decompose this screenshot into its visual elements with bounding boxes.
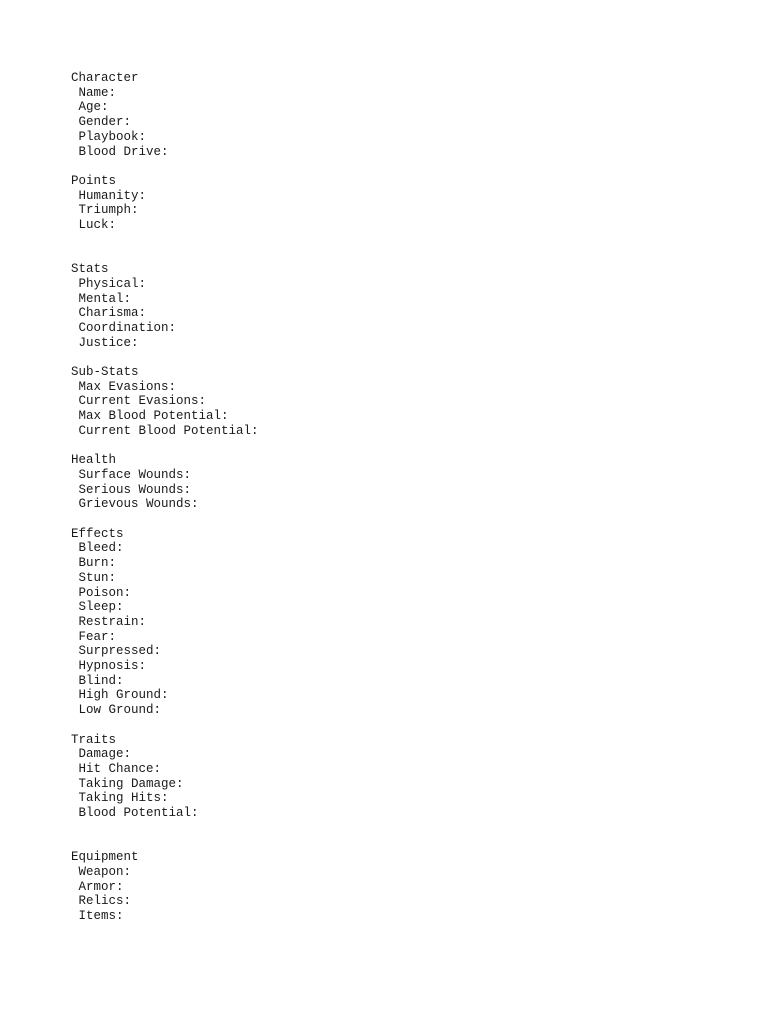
section-traits <box>71 733 711 821</box>
field-hit-chance: Hit Chance: <box>78 761 162 776</box>
section-heading: Health <box>71 453 117 468</box>
section-sub-stats <box>71 365 711 439</box>
field-humanity: Humanity: <box>78 188 147 203</box>
field-surpressed: Surpressed: <box>78 644 162 659</box>
section-heading: Traits <box>71 732 117 747</box>
section-equipment <box>71 850 711 924</box>
field-luck: Luck: <box>78 218 117 233</box>
field-playbook: Playbook: <box>78 129 147 144</box>
field-physical: Physical: <box>78 276 147 291</box>
field-blood-drive: Blood Drive: <box>78 144 169 159</box>
field-grievous-wounds: Grievous Wounds: <box>78 497 199 512</box>
field-max-evasions: Max Evasions: <box>78 379 177 394</box>
field-restrain: Restrain: <box>78 614 147 629</box>
field-sleep: Sleep: <box>78 600 124 615</box>
section-health <box>71 453 711 512</box>
field-items: Items: <box>78 908 124 923</box>
section-heading: Equipment <box>71 850 139 865</box>
field-current-blood-potential: Current Blood Potential: <box>78 423 259 438</box>
spacer <box>71 718 711 733</box>
field-hypnosis: Hypnosis: <box>78 659 147 674</box>
field-taking-damage: Taking Damage: <box>78 776 184 791</box>
field-age: Age: <box>78 100 109 115</box>
section-heading: Character <box>71 71 139 85</box>
section-heading: Effects <box>71 526 124 541</box>
field-mental: Mental: <box>78 291 132 306</box>
field-poison: Poison: <box>78 585 132 600</box>
field-blind: Blind: <box>78 673 124 688</box>
field-bleed: Bleed: <box>78 541 124 556</box>
spacer <box>71 350 711 365</box>
section-character <box>71 71 711 159</box>
field-gender: Gender: <box>78 115 132 130</box>
field-current-evasions: Current Evasions: <box>78 394 207 409</box>
field-coordination: Coordination: <box>78 320 177 335</box>
field-relics: Relics: <box>78 894 132 909</box>
field-triumph: Triumph: <box>78 203 139 218</box>
field-name: Name: <box>78 85 117 100</box>
spacer <box>71 821 711 850</box>
spacer <box>71 233 711 262</box>
section-effects <box>71 527 711 718</box>
field-charisma: Charisma: <box>78 306 147 321</box>
field-fear: Fear: <box>78 629 117 644</box>
field-weapon: Weapon: <box>78 864 132 879</box>
field-taking-hits: Taking Hits: <box>78 791 169 806</box>
field-blood-potential: Blood Potential: <box>78 806 199 821</box>
field-stun: Stun: <box>78 570 117 585</box>
field-surface-wounds: Surface Wounds: <box>78 467 192 482</box>
spacer <box>71 159 711 174</box>
field-burn: Burn: <box>78 556 117 571</box>
section-stats <box>71 262 711 350</box>
section-heading: Points <box>71 173 117 188</box>
field-high-ground: High Ground: <box>78 688 169 703</box>
field-serious-wounds: Serious Wounds: <box>78 482 192 497</box>
spacer <box>71 439 711 454</box>
spacer <box>71 512 711 527</box>
character-sheet <box>71 71 711 924</box>
section-points <box>71 174 711 233</box>
section-heading: Stats <box>71 262 109 277</box>
field-max-blood-potential: Max Blood Potential: <box>78 409 229 424</box>
section-heading: Sub-Stats <box>71 365 139 380</box>
field-damage: Damage: <box>78 747 132 762</box>
field-armor: Armor: <box>78 879 124 894</box>
field-low-ground: Low Ground: <box>78 703 162 718</box>
field-justice: Justice: <box>78 335 139 350</box>
